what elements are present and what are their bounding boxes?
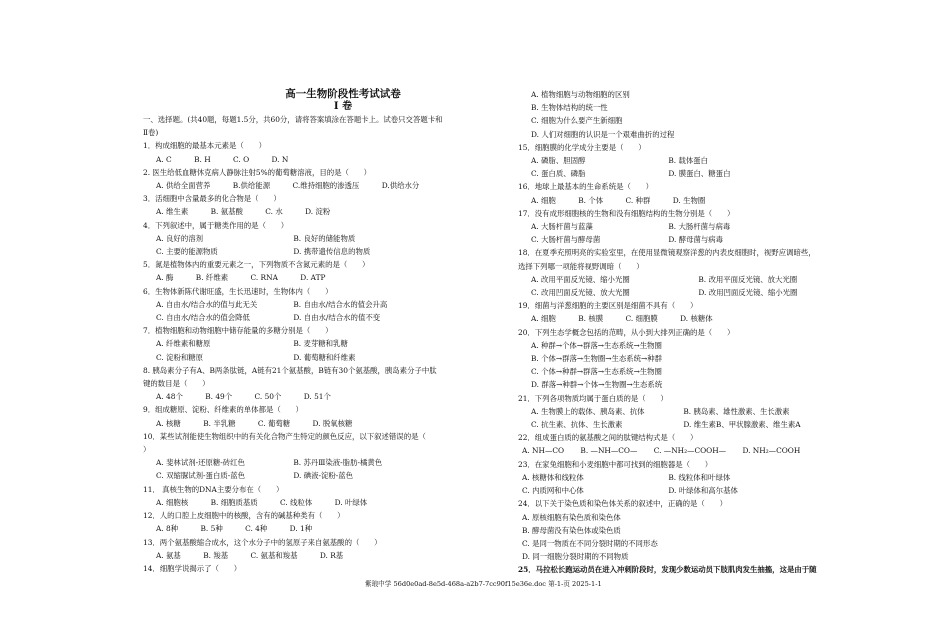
option: D. 同一细胞分裂时期的不同物质	[522, 552, 629, 562]
intro-line: Ⅱ卷)	[143, 128, 159, 138]
option: D. 生物圈	[672, 195, 706, 205]
option: C. 水	[265, 207, 283, 217]
option: D. 携带遗传信息的物质	[293, 247, 371, 257]
option: D. NH₂—COOH	[742, 446, 801, 456]
exam-title: 高一生物阶段性考试试卷	[285, 88, 401, 100]
option: C. RNA	[250, 273, 278, 283]
options-10a	[143, 456, 513, 469]
option: C. 种群	[625, 195, 651, 205]
option: A. 酶	[156, 273, 174, 283]
option: B. 个体→群落→生物圈→生态系统→种群	[531, 354, 662, 364]
option: C. 抗生素、抗体、生长激素	[531, 420, 623, 430]
options-8	[143, 390, 513, 403]
option: D. ATP	[300, 273, 326, 283]
option: B. 核膜	[578, 314, 604, 324]
option: C. 葡萄糖	[257, 418, 291, 428]
option: C. 细胞膜	[625, 314, 658, 324]
option: B. 49个	[205, 392, 233, 402]
question-8-cont: 键的数目是（ ）	[143, 379, 210, 389]
options-17b	[518, 233, 868, 246]
option: C. 50个	[254, 392, 282, 402]
option: D. 群落→种群→个体→生物圈→生态系统	[531, 380, 663, 390]
option: A. 生物膜上的载体、胰岛素、抗体	[531, 406, 645, 416]
options-23b	[518, 484, 868, 497]
options-12	[143, 522, 513, 535]
option: A. 改用平面反光镜、缩小光圈	[531, 274, 630, 284]
question-2: 2. 医生给低血糖休克病人静脉注射5%的葡萄糖溶液，目的是（ ）	[143, 167, 372, 177]
option: B. 良好的储能物质	[293, 233, 356, 243]
option: C. 个体→种群→群落→生态系统→生物圈	[531, 367, 662, 377]
option: D. 1种	[289, 524, 313, 534]
option: B. 胰岛素、雄性激素、生长激素	[683, 406, 790, 416]
option: A. NH—CO	[522, 446, 565, 456]
option: C. 大肠杆菌与酵母菌	[531, 235, 601, 245]
options-22	[518, 444, 868, 457]
option: A. 细胞核	[156, 497, 189, 507]
question-8: 8. 胰岛素分子有A、B两条肽链，A链有21个氨基酸，B链有30个氨基酸，胰岛素分子中肽	[143, 365, 437, 375]
question-4: 4．下列叙述中，属于糖类作用的是（ ）	[143, 220, 289, 230]
option: A. 供给全面营养	[156, 181, 211, 191]
question-5: 5．氮是植物体内的重要元素之一，下列物质不含氮元素的是（ ）	[143, 260, 370, 270]
option: B. 苏丹Ⅲ染液-脂肪-橘黄色	[293, 458, 383, 468]
options-23a	[518, 471, 868, 484]
options-6a	[143, 298, 513, 311]
question-13: 13．两个氨基酸缩合成水，这个水分子中的氢原子来自氨基酸的（ ）	[143, 537, 382, 547]
options-7a	[143, 337, 513, 350]
volume-label: Ⅰ 卷	[333, 101, 353, 112]
options-9	[143, 417, 513, 430]
option: B. —NH—CO—	[580, 446, 638, 456]
option: A. 大肠杆菌与蓝藻	[531, 222, 593, 232]
option: B. 氨基酸	[210, 207, 243, 217]
question-23: 23．在家兔细胞和小麦细胞中都可找到的细胞器是（ ）	[518, 459, 713, 469]
options-16	[518, 194, 868, 207]
options-21b	[518, 418, 868, 431]
option: C. 淀粉和糖原	[156, 352, 204, 362]
option: A. 纤维素和糖原	[156, 339, 211, 349]
option: B.供给能源	[232, 181, 271, 191]
option: D. 叶绿体和高尔基体	[668, 486, 738, 496]
option: D. R基	[319, 550, 344, 560]
intro-line: 一、选择题。(共40题，每题1.5分，共60分，请将答案填涂在答题卡上。试卷只交答题卡和	[143, 115, 443, 124]
option: A. 8种	[156, 524, 179, 534]
option: A. 良好的溶剂	[156, 233, 203, 243]
question-19: 19．细菌与洋葱细胞的主要区别是细菌不具有（ ）	[518, 301, 698, 311]
question-11: 11． 真核生物的DNA主要分布在（ ）	[143, 484, 284, 494]
option: C. 双缩脲试剂-蛋白质-蓝色	[156, 471, 245, 481]
option: D. 维生素B、甲状腺激素、维生素A	[683, 420, 801, 430]
option: C. 主要的能源物质	[156, 247, 218, 257]
option: B. 改用平面反光镜、放大光圈	[698, 274, 798, 284]
option: B. 半乳糖	[203, 418, 236, 428]
option: A. 原核细胞有染色质和染色体	[522, 512, 621, 522]
option: C. 改用凹面反光镜、放大光圈	[531, 288, 630, 298]
options-10b	[143, 469, 513, 482]
options-18b	[518, 286, 868, 299]
option: D. 酵母菌与病毒	[668, 235, 724, 245]
option: C. 自由水/结合水的值会降低	[156, 313, 250, 323]
page-footer: 紫琅中学 56d0e0ad-8e5d-468a-a2b7-7cc90f15e36e.doc 第-1-页 2025-1-1	[365, 580, 602, 588]
option: B. 个体	[578, 195, 604, 205]
question-14: 14．细胞学说揭示了（ ）	[143, 563, 242, 573]
option: D. 自由水/结合水的值不变	[293, 313, 381, 323]
question-21: 21．下列各项物质均属于蛋白质的是（ ）	[518, 393, 668, 403]
option: A. 48个	[156, 392, 183, 402]
question-25: 25．马拉松长跑运动员在进入冲刺阶段时，发现少数运动员下肢肌肉发生抽搐，这是由于随	[518, 565, 817, 575]
option: C. 是同一物质在不同分裂时期的不同形态	[522, 538, 658, 548]
option: A. 细胞	[531, 195, 556, 205]
option: B. 羧基	[203, 550, 229, 560]
option: A. 斐林试剂-还原糖-砖红色	[156, 458, 245, 468]
option: D.供给水分	[381, 181, 420, 191]
options-4a	[143, 232, 513, 245]
options-19	[518, 312, 868, 325]
options-6b	[143, 311, 513, 324]
option: D. 膜蛋白、糖蛋白	[668, 169, 731, 179]
option: D. N	[271, 154, 289, 164]
option: D. 碘液-淀粉-蓝色	[293, 471, 354, 481]
option: D. 核糖体	[680, 314, 713, 324]
left-column	[143, 88, 513, 575]
question-3: 3．活细胞中含量最多的化合物是（ ）	[143, 194, 281, 204]
option: B. 载体蛋白	[668, 156, 709, 166]
question-18: 18．在夏季充照明亮的实验室里，在使用显微镜观察洋葱的内表皮细胞时，视野应调暗些，	[518, 248, 816, 258]
option: B. H	[194, 154, 211, 164]
option: B. 细胞质基质	[210, 497, 258, 507]
option: D. 淀粉	[305, 207, 331, 217]
question-9: 9．组成糖原、淀粉、纤维素的单体都是（ ）	[143, 405, 303, 415]
question-17: 17．没有成形细胞核的生物和没有细胞结构的生物分别是（ ）	[518, 208, 735, 218]
options-15b	[518, 167, 868, 180]
option: B. 纤维素	[195, 273, 229, 283]
option: C.维持细胞的渗透压	[292, 181, 360, 191]
option: B. 酵母菌没有染色体或染色质	[522, 525, 621, 535]
option: B. 大肠杆菌与病毒	[668, 222, 731, 232]
options-17a	[518, 220, 868, 233]
option: D. 葡萄糖和纤维素	[293, 352, 356, 362]
question-10-cont: ）	[143, 445, 151, 455]
options-2	[143, 179, 513, 192]
options-15a	[518, 154, 868, 167]
question-20: 20．下列生态学概念包括的范畴，从小到大排列正确的是（ ）	[518, 327, 735, 337]
question-16: 16．地球上最基本的生命系统是（ ）	[518, 182, 654, 192]
option: C. 蛋白质、磷脂	[531, 169, 586, 179]
options-11	[143, 496, 513, 509]
option: A. 氨基	[156, 550, 181, 560]
option: A. 种群→个体→群落→生态系统→生物圈	[531, 340, 662, 350]
option: A. 维生素	[156, 207, 189, 217]
options-1	[143, 153, 513, 166]
question-10: 10．某些试剂能使生物组织中的有关化合物产生特定的颜色反应，以下叙述错误的是（	[143, 431, 426, 441]
option: A. 磷脂、胆固醇	[531, 156, 586, 166]
question-15: 15．细胞膜的化学成分主要是（ ）	[518, 142, 646, 152]
option: A. 植物细胞与动物细胞的区别	[531, 90, 630, 99]
option: B. 生物体结构的统一性	[531, 103, 608, 113]
option: C. —NH₂—COOH—	[653, 446, 727, 456]
options-21a	[518, 405, 868, 418]
option: D. 改用凹面反光镜、缩小光圈	[698, 288, 798, 298]
option: D. 脱氧核糖	[312, 418, 353, 428]
question-24: 24．以下关于染色质和染色体关系的叙述中，正确的是（ ）	[518, 499, 727, 509]
options-4b	[143, 245, 513, 258]
options-5	[143, 271, 513, 284]
option: C. 线粒体	[280, 497, 313, 507]
question-1: 1．构成细胞的最基本元素是（ ）	[143, 141, 266, 151]
option: A. 核糖	[156, 418, 181, 428]
options-7b	[143, 351, 513, 364]
option: A. 核糖体和线粒体	[522, 472, 584, 482]
right-column	[518, 88, 868, 577]
option: C. 内质网和中心体	[522, 486, 584, 496]
option: A. 细胞	[531, 314, 556, 324]
question-6: 6．生物体新陈代谢旺盛，生长迅速时，生物体内（ ）	[143, 286, 333, 296]
option: D. 叶绿体	[334, 497, 368, 507]
options-13	[143, 549, 513, 562]
option: C. 氨基和羧基	[250, 550, 298, 560]
option: B. 自由水/结合水的值会升高	[293, 299, 388, 309]
option: B. 5种	[200, 524, 223, 534]
option: C. O	[233, 154, 250, 164]
question-18-cont: 选择下列哪一项能将视野调暗（ ）	[518, 261, 644, 271]
option: D. 51个	[303, 392, 331, 402]
options-3	[143, 205, 513, 218]
option: B. 麦芽糖和乳糖	[293, 339, 348, 349]
option: D. 人们对细胞的认识是一个艰难曲折的过程	[531, 129, 675, 139]
option: C. 细胞为什么要产生新细胞	[531, 116, 623, 126]
option: B. 线粒体和叶绿体	[668, 472, 731, 482]
option: A. 自由水/结合水的值与此无关	[156, 299, 258, 309]
option: C. 4种	[245, 524, 268, 534]
question-22: 22．组成蛋白质的氨基酸之间的肽键结构式是（ ）	[518, 433, 698, 443]
question-12: 12．人的口腔上皮细胞中的核酸，含有的碱基种类有（ ）	[143, 511, 345, 521]
question-7: 7．植物细胞和动物细胞中储存能量的多糖分别是（ ）	[143, 326, 333, 336]
options-18a	[518, 273, 868, 286]
option: A. C	[156, 154, 172, 164]
